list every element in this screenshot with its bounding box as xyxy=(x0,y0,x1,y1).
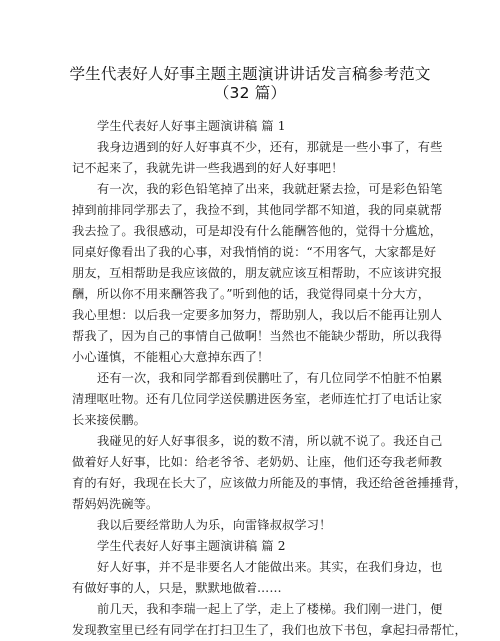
text-line: 记不起来了，我就先讲一些我遇到的好人好事吧！ xyxy=(72,161,344,175)
text-line: 好人好事，并不是非要名人才能做出来。其实，在我们身边，也 xyxy=(97,560,443,574)
text-line: 掉到前排同学那去了，我捡不到，其他同学都不知道，我的同桌就帮 xyxy=(72,203,443,217)
text-line: 有一次，我的彩色铅笔掉了出来，我就赶紧去捡，可是彩色铅笔 xyxy=(97,182,443,196)
text-line: 朋友，互相帮助是我应该做的，朋友就应该互相帮助，不应该讲究报 xyxy=(72,266,443,280)
text-line: 同桌好像看出了我的心事，对我悄悄的说：“不用客气，大家都是好 xyxy=(72,245,437,259)
text-line: 有做好事的人，只是，默默地做着…… xyxy=(72,581,282,595)
text-line: 酬，所以你不用来酬答我了。”听到他的话，我觉得同桌十分大方， xyxy=(72,287,431,301)
text-line: 学生代表好人好事主题演讲稿 篇 2 xyxy=(97,539,286,553)
text-line: 小心谨慎，不能粗心大意掉东西了！ xyxy=(72,350,270,364)
text-line: 我以后要经常助人为乐，向雷锋叔叔学习！ xyxy=(97,518,332,532)
document-title-count: （32 篇） xyxy=(213,84,287,102)
text-line: 我心里想：以后我一定要多加努力，帮助别人，我以后不能再让别人 xyxy=(72,308,443,322)
text-line: 做着好人好事，比如：给老爷爷、老奶奶、让座，他们还夸我老师教 xyxy=(72,455,443,469)
text-line: 帮妈妈洗碗等。 xyxy=(72,497,159,511)
text-line: 清理呕吐物。还有几位同学送侯鹏进医务室，老师连忙打了电话让家 xyxy=(72,392,443,406)
text-line: 发现教室里已经有同学在打扫卫生了，我们也放下书包，拿起扫帚帮忙， xyxy=(72,623,467,637)
text-line: 我碰见的好人好事很多，说的数不清，所以就不说了。我还自己 xyxy=(97,434,443,448)
text-line: 还有一次，我和同学都看到侯鹏吐了，有几位同学不怕脏不怕累 xyxy=(97,371,443,385)
text-line: 前几天，我和李瑞一起上了学，走上了楼梯。我们刚一进门，便 xyxy=(97,602,443,616)
document-body xyxy=(72,116,467,641)
text-line: 育的有好，我现在长大了，应该做力所能及的事情，我还给爸爸捶捶背， xyxy=(72,476,467,490)
document-title: 学生代表好人好事主题主题演讲讲话发言稿参考范文 xyxy=(69,65,431,83)
text-line: 帮我了，因为自己的事情自己做啊！当然也不能缺少帮助，所以我得 xyxy=(72,329,443,343)
text-line: 长来接侯鹏。 xyxy=(72,413,147,427)
text-line: 学生代表好人好事主题演讲稿 篇 1 xyxy=(97,119,286,133)
text-line: 我去捡了。我很感动，可是却没有什么能酬答他的，觉得十分尴尬， xyxy=(72,224,443,238)
text-line: 我身边遇到的好人好事真不少，还有，那就是一些小事了，有些 xyxy=(97,140,443,154)
